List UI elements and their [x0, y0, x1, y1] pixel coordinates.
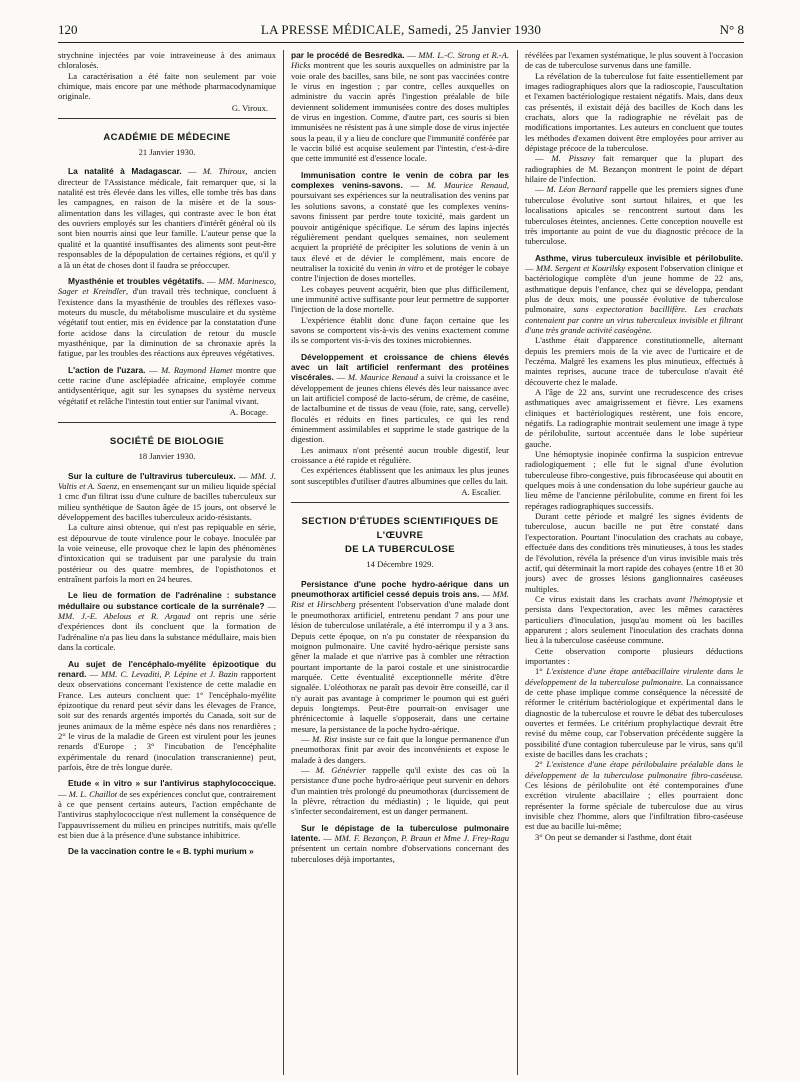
report-item: La natalité à Madagascar. — M. Thiroux, ancien directeur de l'Assistance médicale, fait remarquer que, si la natalité est très élevée dans les villes, elle tombe très bas dans les campagnes, en raison de la misère et de la sous-alimentation dans les villages, qui contraste avec le bon état des ouvriers employés sur les chantiers d'intérêt général où ils sont bien nourris ainsi que leur famille. L'auteur pense que la qualité et la quantité insuffisantes des aliments sont peut-être responsables de la dépopulation de certaines régions, et qu'il y a là un état de choses dont il faudra se préoccuper. [58, 166, 276, 270]
column-3 [525, 50, 743, 1075]
deduction-item: 3° On peut se demander si l'asthme, dont était [535, 831, 692, 842]
report-item: Etude « in vitro » sur l'antivirus staphylococcique. — M. L. Chaillot de ses expériences conclut que, contrairement à ce que pensent certains auteurs, l'action empêchante de l'antivirus staphylococcique n'est nullement la conséquence de l'appauvrissement du milieu en principes nutritifs, mais qu'elle est bien due à la présence d'une substance inhibitrice. [58, 778, 276, 840]
section-divider [291, 502, 509, 503]
column-divider [517, 50, 518, 1075]
report-item: Myasthénie et troubles végétatifs. — MM. Marinesco, Sager et Kreindler, d'un travail très technique, concluent à l'existence dans la myasthénie de troubles des réflexes vaso-moteurs du muscle, du métabolisme musculaire et du système végétatif tout entier, mis en évidence par la constatation d'une forte acidose dans la circulation de retour du muscle myasthénique, par la diminution de sa chronaxie après la fatigue, par les troubles des réactions aux épreuves végétatives. [58, 275, 276, 359]
header-rule [58, 42, 744, 43]
author-signature: A. Escalier. [461, 487, 501, 498]
section-date: 14 Décembre 1929. [366, 559, 434, 570]
deduction-item: 2° L'existence d'une étape périlobulaire préalable dans le développement de la tuberculose pulmonaire fibro-caséeuse. Ces lésions de périlobulite ont été contemporaines d'une excrétion virulente abacillaire ; elles pourraient donc représenter la forme spéciale de tuberculose due au virus invisible chez l'homme, alors que l'infiltration fibro-caséeuse est due au bacille lui-même; [525, 759, 743, 832]
column-2 [291, 50, 509, 1075]
paragraph: — M. Pissavy fait remarquer que la plupart des radiographies de M. Bezançon montrent le point de départ hilaire de l'infection. [525, 153, 743, 185]
paragraph: Les animaux n'ont présenté aucun trouble digestif, leur croissance a été rapide et régulière. [291, 444, 509, 466]
section-divider [58, 422, 276, 423]
paragraph: L'expérience établit donc d'une façon certaine que les savons se comportent vis-à-vis des venins exactement comme ils se comportent vis-à-vis des toxines microbiennes. [291, 314, 509, 346]
section-title-line-2: DE LA TUBERCULOSE [345, 544, 455, 556]
author-signature: A. Bocage. [229, 406, 268, 417]
paragraph: Ces expériences établissent que les animaux les plus jeunes sont susceptibles d'utiliser d'autres albumines que celles du lait. [291, 465, 509, 486]
report-item: Persistance d'une poche hydro-aérique dans un pneumothorax artificiel cessé depuis trois ans. — MM. Rist et Hirschberg présentent l'observation d'une malade dont le pneumothorax artificiel, entretenu pendant 7 ans pour une lésion de tuberculose unilatérale, a été interrompu il y a 3 ans. Depuis cette époque, on n'a pu constater de réexpansion du moignon pulmonaire. Une cavité hydro-aérique persiste sans gêner la malade et que n'arrive pas à combler une rétraction pourtant importante de la paroi costale et une sinistrocardie marquée. Cette éventualité exceptionnelle mérite d'être signalée. L'oléothorax ne paraît pas devoir être conseillé, car il n'y aurait pas avantage à comprimer le poumon qui est guéri depuis longtemps. Peut-être pourrait-on envisager une phrénicectomie à laquelle s'opposerait, dans une certaine mesure, la persistance de la poche hydro-aérique. [291, 578, 509, 734]
paragraph: A l'âge de 22 ans, survint une recrudescence des crises asthmatiques avec amaigrissement et fièvre. Les examens cliniques et bactériologiques restèrent, une fois encore, négatifs. La radiographie montrait seulement une image à type de périlobulite, surtout accentuée dans le lobe supérieur gauche. [525, 387, 743, 449]
section-divider [58, 118, 276, 119]
report-item: Asthme, virus tuberculeux invisible et périlobulite. — MM. Sergent et Kourilsky exposent l'observation clinique et bactériologique complète d'un jeune homme de 22 ans, asthmatique depuis l'enfance, chez qui se développa, pendant plus de deux mois, une poussée évolutive de tuberculose pulmonaire, sans expectoration bacillifère. Les crachats contenaient par contre un virus tuberculeux invisible et filtrant d'une très grande activité caséogène. [525, 252, 743, 335]
paragraph: La caractérisation a été faite non seulement par voie chimique, mais encore par une méthode pharmacodynamique originale. [58, 70, 276, 102]
paragraph: La culture ainsi obtenue, qui n'est pas repiquable en série, est dépourvue de toute virulence pour le cobaye. Inoculée par la voie veineuse, elle provoque chez le lapin des phénomènes d'intoxication qui se traduisent par une paralysie du train postérieur ou des quatre membres, de l'opisthotonos et entraînent parfois la mort en 24 heures. [58, 522, 276, 585]
paragraph: Durant cette période et malgré les signes évidents de tuberculose, aucun bacille ne put être constaté dans l'expectoration. Pourtant l'inoculation des crachats au cobaye, effectuée dans des conditions très minutieuses, à tous les stades de l'évolution, révéla la présence d'un virus invisible mais très actif, qui déterminait la mort rapide des cobayes (entre 18 et 30 jours) avec de grosses lésions ganglionnaires caséeuses multiples. [525, 511, 743, 594]
report-item: Développement et croissance de chiens élevés avec un lait artificiel renfermant des protéines viscérales. — M. Maurice Renaud a suivi la croissance et le développement de jeunes chiens élevés dès leur naissance avec un lait artificiel composé de lacto-sérum, de crème, de caséine, de lactalbumine et de tissus de veau (foie, rate, sang, cervelle) floculés et réduits en fines particules, ce qui les rend éminemment assimilables et supprime le stade gastrique de la digestion. [291, 351, 509, 445]
report-item: Le lieu de formation de l'adrénaline : substance médullaire ou substance corticale de la surrénale? — MM. J.-E. Abelous et R. Argaud ont repris une série d'expériences dont ils concluent que la formation de l'adrénaline n'a pas lieu dans la substance médullaire, mais bien dans la corticale. [58, 590, 276, 653]
issue-number: N° 8 [719, 22, 744, 37]
section-date: 18 Janvier 1930. [138, 451, 196, 462]
paragraph: L'asthme était d'apparence constitutionnelle, alternant depuis les premiers mois de la vie avec de l'urticaire et de l'eczéma. Malgré les examens les plus minutieux, effectués à maintes reprises, aucune trace de tuberculose n'avait été découverte chez le malade. [525, 335, 743, 387]
report-item: Sur la culture de l'ultravirus tuberculeux. — MM. J. Valtis et A. Saenz, en ensemençant sur un milieu liquide spécial 1 cmc d'un filtrat issu d'une culture de bacilles tuberculeux sur milieu synthétique de Sauton âgée de 15 jours, ont observé le développement des bacilles tuberculeux acido-résistants. [58, 470, 276, 523]
paragraph: strychnine injectées par voie intraveineuse à des animaux chloralosés. [58, 50, 276, 71]
report-item: L'action de l'uzara. — M. Raymond Hamet montre que cette racine d'une asclépiadée africaine, employée comme antidysentérique, agit sur les synapses du système nerveux végétatif et relâche l'intestin tout entier sur l'animal vivant. [58, 364, 276, 406]
report-item: Immunisation contre le venin de cobra par les complexes venins-savons. — M. Maurice Renaud, poursuivant ses expériences sur la neutralisation des venins par les solutions savons, a constaté que les complexes venins-savons finissent par perdre toute toxicité, mais gardent un pouvoir antigénique spécifique. Le sérum des lapins injectés régulièrement pendant quelques semaines, non seulement acquiert la propriété de précipiter les solutions de venin à un taux élevé et de dévier le complément, mais encore de neutraliser la toxicité du venin in vitro et de protéger le cobaye contre l'injection de doses mortelles. [291, 169, 509, 284]
paragraph: Une hémoptysie inopinée confirma la suspicion entrevue radiologiquement ; elle fut le signal d'une évolution tuberculeuse fibro-congestive, puis fibrocaséeuse qui aboutit en quelques mois à une condensation du lobe supérieur gauche au lieu même de l'ancienne périlobulite, comme en firent foi les repérages radiographiques successifs. [525, 449, 743, 511]
section-title: SOCIÉTÉ DE BIOLOGIE [109, 436, 225, 448]
paragraph: Ce virus existait dans les crachats avant l'hémoptysie et persista dans l'expectoration, avec les mêmes caractères particuliers d'inoculation, jusqu'au moment où les bacilles apparurent ; alors seulement l'inoculation des crachats donna lieu à la tuberculose caséeuse commune. [525, 593, 743, 646]
paragraph: — M. Génévrier rappelle qu'il existe des cas où la persistance d'une poche hydro-aérique peut survenir en dehors d'un maintien très prolongé du pneumothorax (durcissement de la plèvre, rétraction du médiastin) ; le liquide, qui peut s'infecter secondairement, est un danger permanent. [291, 764, 509, 817]
page-header [58, 22, 744, 44]
report-item: Sur le dépistage de la tuberculose pulmonaire latente. — MM. F. Bezançon, P. Braun et Mme J. Frey-Ragu présentent un certain nombre d'observations concernant des tuberculoses déjà importantes, [291, 822, 509, 864]
report-item: par le procédé de Besredka. — MM. L.-C. Strong et R.-A. Hicks montrent que les souris auxquelles on administre par la voie orale des bacilles, sans bile, ne sont pas vaccinées contre le virus en ingestion ; par contre, celles auxquelles on administre du vaccin après l'ingestion préalable de bile deviennent solidement immunisées contre des doses multiples de virus en ingestion. Comme, d'autre part, ces souris si bien immunisées ne résistent pas à une simple dose de virus injectée sous la peau, il y a lieu de conclure que l'immunité conférée par le vaccin bilié est acquise seulement par l'intestin, c'est-à-dire que cette immunité est d'essence locale. [291, 50, 509, 164]
section-title: ACADÉMIE DE MÉDECINE [103, 132, 231, 144]
paragraph: La révélation de la tuberculose fut faite essentiellement par images radiographiques alors que la radioscopie, l'auscultation et l'examen bactériologique restaient négatifs. Mais, dans deux cas présentés, il existait déjà des bacilles de Koch dans les crachats, alors que la radiographie ne révélait pas de modifications importantes. Les auteurs en concluent que toutes les méthodes d'examen doivent être employées pour arriver au dépistage précoce de la tuberculose. [525, 70, 743, 154]
paragraph: Les cobayes peuvent acquérir, bien que plus difficilement, une immunité active suffisante pour leur permettre de supporter l'injection de la dose mortelle. [291, 283, 509, 315]
column-1 [58, 50, 276, 1075]
journal-title: LA PRESSE MÉDICALE, Samedi, 25 Janvier 1930 [260, 22, 542, 37]
section-title-line-1: SECTION D'ÉTUDES SCIENTIFIQUES DE L'ŒUVRE [301, 516, 499, 542]
paragraph: Cette observation comporte plusieurs déductions importantes : [525, 645, 743, 666]
author-signature: G. Viroux. [231, 102, 268, 113]
section-date: 21 Janvier 1930. [138, 147, 196, 158]
paragraph: — M. Rist insiste sur ce fait que la longue permanence d'un pneumothorax finit par avoir des inconvénients et expose le malade à des dangers. [291, 733, 509, 765]
paragraph: révélées par l'examen systématique, le plus souvent à l'occasion de cas de tuberculose survenus dans une famille. [525, 50, 743, 71]
report-item: De la vaccination contre le « B. typhi murium » [68, 846, 254, 857]
page-number: 120 [58, 22, 78, 37]
paragraph: — M. Léon Bernard rappelle que les premiers signes d'une tuberculose évolutive sont surtout hilaires, et que les localisations apicales se rencontrent surtout dans les tuberculoses éteintes, anciennes. Cette conception nouvelle est très importante au point de vue du diagnostic précoce de la tuberculose. [525, 184, 743, 247]
column-divider [283, 50, 284, 1075]
report-item: Au sujet de l'encéphalo-myélite épizootique du renard. — MM. C. Levaditi, P. Lépine et J. Bazin rapportent deux observations concernant l'existence de cette maladie en France. Les auteurs concluent que: 1° l'encéphalo-myélite épizootique du renard peut sévir dans les élevages de France, soit sur des renards argentés importés du Canada, soit sur de jeunes animaux de la même espèce nés dans nos renardières ; 2° le virus de la maladie de Green est virulent pour les jeunes renards d'Europe ; 3° l'incubation de l'encéphalite expérimentale du renard (inoculation transcranienne) peut, parfois, être de très longue durée. [58, 658, 276, 772]
deduction-item: 1° L'existence d'une étape antébacillaire virulente dans le développement de la tuberculose pulmonaire. La connaissance de cette phase implique comme conséquence la nécessité de réformer le critérium bactériologique et expérimental dans le diagnostic de la tuberculose et rouvre le débat des tuberculoses ouvertes et fermées. Le critérium prophylactique devrait être revisé du même coup, car l'observation précédente suggère la possibilité d'une contagion tuberculeuse par le virus, sans qu'il existe de bacilles dans les crachats ; [525, 666, 743, 760]
